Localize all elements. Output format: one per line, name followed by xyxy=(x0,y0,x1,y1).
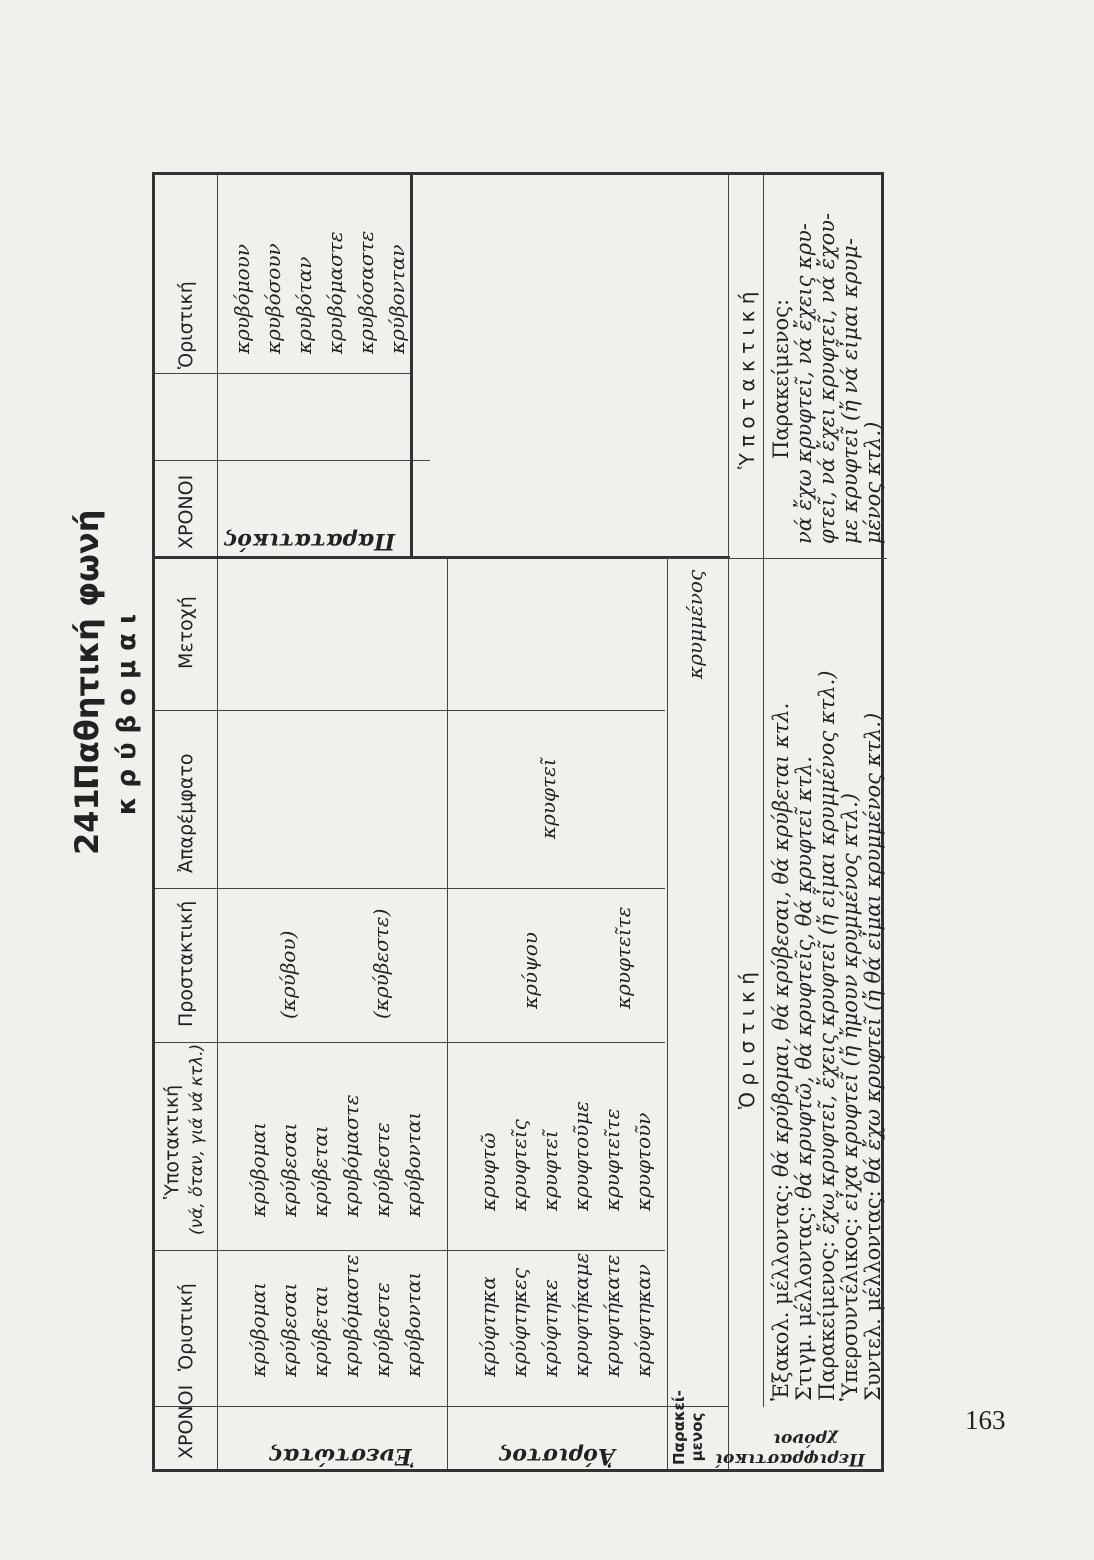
row-enestotas: Ἐνεστώτας xyxy=(269,1443,415,1469)
col-chronoi: ΧΡΟΝΟΙ xyxy=(175,1384,197,1459)
periphrastic-ypotaktiki-line: φτεῖ, νά ἔχει κρυφτεῖ, νά ἔχου- xyxy=(815,212,839,544)
periphrastic-line: Παρακείμενος: ἔχω κρυφτεῖ, ἔχεις κρυφτεῖ (ἤ εἶμαι κρυμμένος κτλ.) xyxy=(815,670,839,1401)
verb-heading: κρύβομαι xyxy=(112,604,142,816)
col-aparemfato: Ἀπαρέμφατο xyxy=(175,753,197,873)
enestotas-oristiki: κρύβομαι κρύβεσαι κρύβεται κρυβόμαστε κρύβεστε κρύβονται xyxy=(246,1254,425,1377)
col-ypotaktiki-sub: (νά, ὅταν, γιά νά κτλ.) xyxy=(187,1043,207,1235)
section-number: 241. xyxy=(68,776,106,855)
aoristos-oristiki: κρύφτηκα κρύφτηκες κρύφτηκε κρυφτήκαμε κρυφτήκατε κρύφτηκαν xyxy=(476,1252,655,1377)
col-metochi: Μετοχή xyxy=(175,596,197,669)
periphrastic-line: Ἐξακολ. μέλλοντας: θά κρύβομαι, θά κρύβεσαι, θά κρύβεται κτλ. xyxy=(769,702,793,1401)
rotated-page xyxy=(60,30,905,1560)
aoristos-ypotaktiki: κρυφτῶ κρυφτεῖς κρυφτεῖ κρυφτοῦμε κρυφτεῖτε κρυφτοῦν xyxy=(476,1100,655,1211)
row-paratatikos: Παρατατικός xyxy=(223,528,395,554)
col-prostaktiki: Προστακτική xyxy=(175,900,197,1027)
section-title: Παθητική φωνή xyxy=(68,509,106,790)
periphrastic-line: Συντελ. μέλλοντας: θά ἔχω κρυφτεῖ (ἤ θά εἶμαι κρυμμένος κτλ.) xyxy=(861,712,885,1401)
oristiki-label: Ὁ ρ ι σ τ ι κ ή xyxy=(735,972,759,1109)
enestotas-prostaktiki: (κρύβου) (κρύβεστε) xyxy=(276,908,393,1019)
parakeimenos-metochi: κρυμμένος xyxy=(683,569,707,679)
col-ypotaktiki: Ὑποτακτική xyxy=(161,1084,183,1199)
periphrastic-ypotaktiki-label: Παρακείμενος: xyxy=(769,298,793,459)
row-parakeimenos: Παρακεί-μενος xyxy=(670,1390,706,1465)
periphrastic-line: Ὑπερσυντέλικος: εἶχα κρυφτεῖ (ἤ ἤμουν κρυμμένος κτλ.) xyxy=(838,793,862,1401)
col-chronoi-2: ΧΡΟΝΟΙ xyxy=(175,474,197,549)
aoristos-aparemfato: κρυφτεῖ xyxy=(536,758,560,839)
periphrastic-ypotaktiki-line: μένος κτλ.) xyxy=(861,421,885,544)
enestotas-ypotaktiki: κρύβομαι κρύβεσαι κρύβεται κρυβόμαστε κρύβεστε κρύβονται xyxy=(246,1094,425,1217)
row-periphrastikoi: Περιφραστικοί χρόνοι xyxy=(714,1429,865,1469)
page-number: 163 xyxy=(965,1405,1006,1435)
periphrastic-line: Στιγμ. μέλλοντας: θά κρυφτῶ, θά κρυφτεῖς, θά κρυφτεῖ κτλ. xyxy=(792,756,816,1401)
col-oristiki-2: Ὁριστική xyxy=(175,281,197,369)
conjugation-table xyxy=(152,172,884,1472)
periphrastic-ypotaktiki-line: νά ἔχω κρυφτεῖ, νά ἔχεις κρυ- xyxy=(792,222,816,544)
ypotaktiki-label: Ὑ π ο τ α κ τ ι κ ή xyxy=(735,291,759,469)
row-aoristos: Ἀόριστος xyxy=(498,1443,615,1469)
periphrastic-ypotaktiki-line: με κρυφτεῖ (ἤ νά εἶμαι κρυμ- xyxy=(838,238,862,544)
aoristos-prostaktiki: κρύψου κρυφτεῖτε xyxy=(518,906,635,1009)
col-oristiki: Ὁριστική xyxy=(175,1283,197,1371)
paratatikos-oristiki: κρυβόμουν κρυβόσουν κρυβόταν κρυβόμαστε κρυβόσαστε κρύβονταν xyxy=(230,230,409,354)
